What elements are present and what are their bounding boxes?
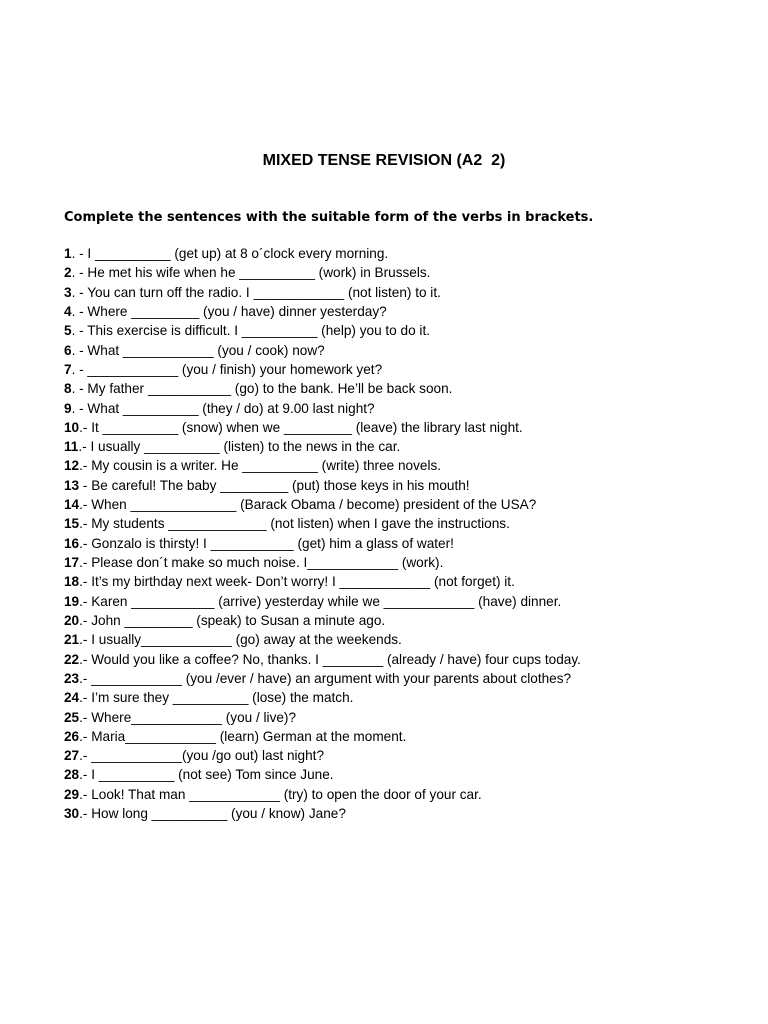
exercise-separator: . - xyxy=(71,303,88,319)
exercise-number: 5 xyxy=(64,323,72,339)
exercise-item xyxy=(64,360,581,379)
exercise-item xyxy=(64,765,581,784)
exercise-sentence: When ______________ (Barack Obama / become) president of the USA? xyxy=(91,497,537,513)
exercise-sentence: John _________ (speak) to Susan a minute ago. xyxy=(91,612,386,628)
exercise-item xyxy=(64,283,581,302)
exercise-sentence: My students _____________ (not listen) when I gave the instructions. xyxy=(91,516,510,532)
exercise-number: 14 xyxy=(64,497,80,513)
exercise-item xyxy=(64,746,581,765)
exercise-number: 10 xyxy=(64,419,80,435)
exercise-separator: .- xyxy=(79,612,92,628)
exercise-number: 27 xyxy=(64,748,80,764)
exercise-number: 3 xyxy=(64,284,72,300)
exercise-sentence: How long __________ (you / know) Jane? xyxy=(91,806,346,822)
exercise-item xyxy=(64,611,581,630)
exercise-sentence: Gonzalo is thirsty! I ___________ (get) him a glass of water! xyxy=(91,535,454,551)
exercise-item xyxy=(64,592,581,611)
exercise-sentence: He met his wife when he __________ (work) in Brussels. xyxy=(87,265,431,281)
exercise-number: 12 xyxy=(64,458,80,474)
exercise-separator: .- xyxy=(79,728,92,744)
exercise-item xyxy=(64,708,581,727)
exercise-number: 4 xyxy=(64,303,72,319)
exercise-number: 19 xyxy=(64,593,80,609)
exercise-number: 29 xyxy=(64,786,80,802)
exercise-sentence: Where _________ (you / have) dinner yesterday? xyxy=(87,303,387,319)
exercise-item xyxy=(64,785,581,804)
exercise-separator: .- xyxy=(79,670,92,686)
exercise-separator: . - xyxy=(71,400,88,416)
exercise-sentence: Maria____________ (learn) German at the moment. xyxy=(91,728,407,744)
exercise-number: 8 xyxy=(64,381,72,397)
exercise-number: 9 xyxy=(64,400,72,416)
exercise-number: 20 xyxy=(64,612,80,628)
exercise-sentence: ____________ (you / finish) your homework yet? xyxy=(87,361,383,377)
exercise-item xyxy=(64,263,581,282)
exercise-item xyxy=(64,630,581,649)
exercise-separator: - xyxy=(79,477,92,493)
exercise-item xyxy=(64,341,581,360)
exercise-separator: .- xyxy=(79,767,92,783)
exercise-separator: . - xyxy=(71,361,88,377)
exercise-sentence: Be careful! The baby _________ (put) those keys in his mouth! xyxy=(91,477,470,493)
exercise-sentence: It __________ (snow) when we _________ (leave) the library last night. xyxy=(91,419,523,435)
exercise-item xyxy=(64,418,581,437)
exercise-sentence: I usually __________ (listen) to the news in the car. xyxy=(90,439,401,455)
exercise-item xyxy=(64,553,581,572)
exercise-separator: . - xyxy=(71,342,88,358)
exercise-number: 28 xyxy=(64,767,80,783)
exercise-separator: . - xyxy=(71,323,88,339)
exercise-item xyxy=(64,321,581,340)
exercise-separator: .- xyxy=(79,497,92,513)
exercise-separator: .- xyxy=(79,748,92,764)
exercise-separator: . - xyxy=(71,284,88,300)
exercise-separator: .- xyxy=(79,574,92,590)
exercise-sentence: I’m sure they __________ (lose) the match. xyxy=(91,690,354,706)
exercise-number: 15 xyxy=(64,516,80,532)
exercise-number: 23 xyxy=(64,670,80,686)
exercise-item xyxy=(64,495,581,514)
exercise-item xyxy=(64,534,581,553)
exercise-sentence: I __________ (not see) Tom since June. xyxy=(91,767,334,783)
exercise-sentence: I __________ (get up) at 8 o´clock every morning. xyxy=(87,246,389,261)
exercise-item xyxy=(64,476,581,495)
exercise-number: 16 xyxy=(64,535,80,551)
exercise-number: 22 xyxy=(64,651,80,667)
exercise-separator: . - xyxy=(71,246,88,261)
exercise-sentence: It’s my birthday next week- Don’t worry! I ____________ (not forget) it. xyxy=(91,574,515,590)
exercise-sentence: Would you like a coffee? No, thanks. I ________ (already / have) four cups today. xyxy=(91,651,581,667)
exercise-sentence: Look! That man ____________ (try) to open the door of your car. xyxy=(91,786,482,802)
exercise-separator: .- xyxy=(79,806,92,822)
exercise-sentence: What ____________ (you / cook) now? xyxy=(87,342,325,358)
exercise-separator: .- xyxy=(79,786,92,802)
exercise-item xyxy=(64,650,581,669)
exercise-number: 1 xyxy=(64,246,72,261)
exercise-separator: .- xyxy=(79,535,92,551)
exercise-sentence: Where____________ (you / live)? xyxy=(91,709,297,725)
exercise-number: 30 xyxy=(64,806,80,822)
exercise-sentence: This exercise is difficult. I __________ (help) you to do it. xyxy=(87,323,430,339)
exercise-number: 17 xyxy=(64,555,80,570)
exercise-sentence: ____________(you /go out) last night? xyxy=(91,748,325,764)
exercise-item xyxy=(64,514,581,533)
exercise-item xyxy=(64,669,581,688)
exercise-separator: .- xyxy=(79,516,92,532)
exercise-sentence: You can turn off the radio. I ____________ (not listen) to it. xyxy=(87,284,441,300)
exercise-sentence: What __________ (they / do) at 9.00 last night? xyxy=(87,400,375,416)
exercise-separator: .- xyxy=(79,632,92,648)
exercise-item xyxy=(64,379,581,398)
exercise-item xyxy=(64,399,581,418)
exercise-separator: .- xyxy=(79,555,92,570)
exercise-item xyxy=(64,572,581,591)
exercise-number: 13 xyxy=(64,477,80,493)
exercise-separator: .- xyxy=(79,651,92,667)
exercise-number: 2 xyxy=(64,265,72,281)
exercise-sentence: Please don´t make so much noise. I____________ (work). xyxy=(91,555,444,570)
exercise-item xyxy=(64,244,581,263)
exercise-separator: . - xyxy=(71,381,88,397)
exercise-item xyxy=(64,302,581,321)
exercise-list xyxy=(64,244,581,823)
exercise-separator: .- xyxy=(79,593,92,609)
exercise-number: 25 xyxy=(64,709,80,725)
exercise-separator: .- xyxy=(79,709,92,725)
exercise-sentence: My father ___________ (go) to the bank. He’ll be back soon. xyxy=(87,381,453,397)
exercise-item xyxy=(64,804,581,823)
exercise-separator: .- xyxy=(79,419,92,435)
exercise-sentence: Karen ___________ (arrive) yesterday while we ____________ (have) dinner. xyxy=(91,593,562,609)
exercise-item xyxy=(64,727,581,746)
exercise-sentence: My cousin is a writer. He __________ (write) three novels. xyxy=(91,458,442,474)
exercise-number: 7 xyxy=(64,361,72,377)
exercise-sentence: I usually____________ (go) away at the weekends. xyxy=(91,632,402,648)
exercise-separator: .- xyxy=(79,690,92,706)
instructions-text: Complete the sentences with the suitable form of the verbs in brackets. xyxy=(64,210,594,225)
exercise-separator: . - xyxy=(71,265,88,281)
exercise-number: 21 xyxy=(64,632,80,648)
exercise-number: 18 xyxy=(64,574,80,590)
exercise-item xyxy=(64,456,581,475)
exercise-sentence: ____________ (you /ever / have) an argument with your parents about clothes? xyxy=(91,670,572,686)
exercise-separator: .- xyxy=(79,458,92,474)
exercise-number: 11 xyxy=(64,439,79,455)
exercise-number: 24 xyxy=(64,690,80,706)
exercise-item xyxy=(64,437,581,456)
exercise-number: 26 xyxy=(64,728,80,744)
exercise-separator: .- xyxy=(78,439,91,455)
exercise-number: 6 xyxy=(64,342,72,358)
exercise-item xyxy=(64,688,581,707)
page-title: MIXED TENSE REVISION (A2 2) xyxy=(262,152,506,169)
